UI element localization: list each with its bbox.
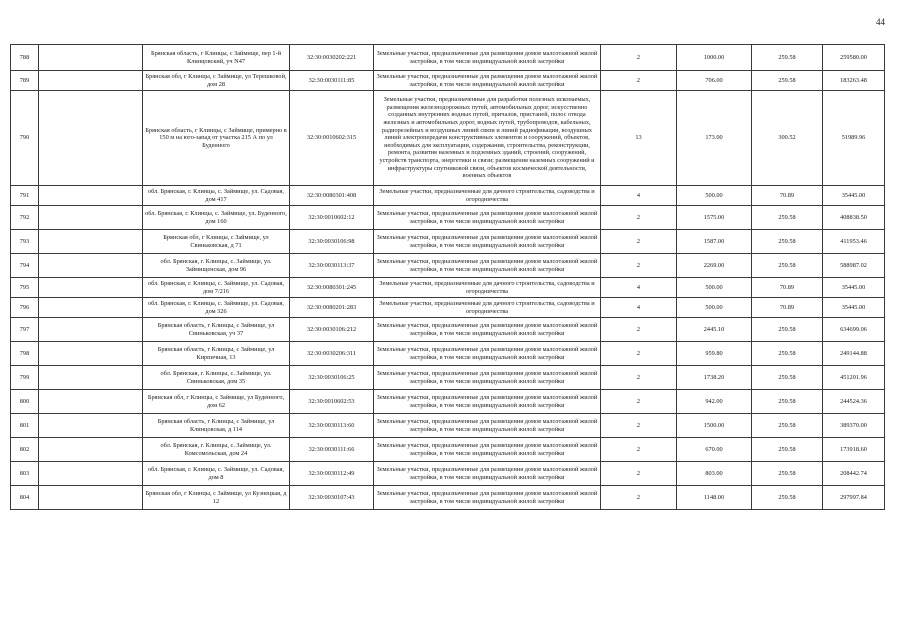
table-row — [11, 91, 885, 186]
cell-land-use: Земельные участки, предназначенные для дачного строительства, садоводства и огородничества — [374, 298, 601, 318]
cell-area: 803.00 — [677, 462, 752, 486]
cell-use-code: 4 — [601, 186, 677, 206]
cell-area: 1587.00 — [677, 230, 752, 254]
cell-cadastral-number: 32:30:0030106:98 — [290, 230, 374, 254]
cell-spacer — [39, 298, 143, 318]
cell-address: обл. Брянская, г. Клинцы, с. Займище, ул. Свиньковская, дом 35 — [143, 366, 290, 390]
cell-specific-value: 259.58 — [752, 366, 823, 390]
cell-land-use: Земельные участки, предназначенные для размещения домов малоэтажной жилой застройки, в том числе индивидуальной жилой застройки — [374, 230, 601, 254]
cell-use-code: 2 — [601, 230, 677, 254]
cell-specific-value: 259.58 — [752, 414, 823, 438]
cell-area: 2269.00 — [677, 254, 752, 278]
cell-use-code: 2 — [601, 462, 677, 486]
cell-number: 803 — [11, 462, 39, 486]
table-row — [11, 278, 885, 298]
cell-number: 792 — [11, 206, 39, 230]
cell-number: 798 — [11, 342, 39, 366]
cell-cadastral-number: 32:30:0010602:315 — [290, 91, 374, 186]
cell-use-code: 2 — [601, 366, 677, 390]
cell-land-use: Земельные участки, предназначенные для размещения домов малоэтажной жилой застройки, в том числе индивидуальной жилой застройки — [374, 206, 601, 230]
cell-number: 795 — [11, 278, 39, 298]
cell-cadastral-value: 259580.00 — [823, 45, 885, 71]
cell-specific-value: 259.58 — [752, 438, 823, 462]
page-number: 44 — [876, 17, 885, 27]
cell-address: обл. Брянская, г. Клинцы, с. Займище, ул. Садовая, дом 417 — [143, 186, 290, 206]
cell-land-use: Земельные участки, предназначенные для размещения домов малоэтажной жилой застройки, в том числе индивидуальной жилой застройки — [374, 45, 601, 71]
cell-area: 1500.00 — [677, 414, 752, 438]
cell-spacer — [39, 230, 143, 254]
cell-cadastral-number: 32:30:0030111:66 — [290, 438, 374, 462]
cell-use-code: 2 — [601, 71, 677, 91]
cell-use-code: 2 — [601, 206, 677, 230]
cell-number: 790 — [11, 91, 39, 186]
cell-specific-value: 70.89 — [752, 298, 823, 318]
cell-use-code: 2 — [601, 254, 677, 278]
cell-cadastral-value: 35445.00 — [823, 298, 885, 318]
cell-address: Брянская область, г Клинцы, с Займище, примерно в 150 м на юго-запад от участка 215 А по ул Буденного — [143, 91, 290, 186]
cell-address: обл. Брянская, г. Клинцы, с. Займище, ул. Комсомольская, дом 24 — [143, 438, 290, 462]
cell-use-code: 2 — [601, 438, 677, 462]
table-row — [11, 342, 885, 366]
cell-spacer — [39, 462, 143, 486]
cell-specific-value: 70.89 — [752, 186, 823, 206]
table-row — [11, 71, 885, 91]
cell-cadastral-value: 408838.50 — [823, 206, 885, 230]
cell-use-code: 2 — [601, 318, 677, 342]
cell-spacer — [39, 414, 143, 438]
cell-land-use: Земельные участки, предназначенные для дачного строительства, садоводства и огородничества — [374, 186, 601, 206]
cell-cadastral-number: 32:30:0080301:245 — [290, 278, 374, 298]
cell-cadastral-number: 32:30:0030113:37 — [290, 254, 374, 278]
cell-cadastral-number: 32:30:0030106:25 — [290, 366, 374, 390]
cell-cadastral-number: 32:30:0010602:12 — [290, 206, 374, 230]
table-row — [11, 438, 885, 462]
cell-address: Брянская обл, г Клинцы, с Займище, ул Терешковой, дом 28 — [143, 71, 290, 91]
cell-cadastral-number: 32:30:0030202:221 — [290, 45, 374, 71]
cell-spacer — [39, 71, 143, 91]
table-row — [11, 486, 885, 510]
cell-address: обл. Брянская, г. Клинцы, с. Займище, ул. Займищенская, дом 96 — [143, 254, 290, 278]
cell-land-use: Земельные участки, предназначенные для дачного строительства, садоводства и огородничества — [374, 278, 601, 298]
cell-address: обл. Брянская, г. Клинцы, с. Займище, ул. Садовая, дом 7/216 — [143, 278, 290, 298]
cell-use-code: 2 — [601, 486, 677, 510]
cell-spacer — [39, 278, 143, 298]
cell-cadastral-value: 35445.00 — [823, 186, 885, 206]
table-body — [11, 45, 885, 510]
cell-area: 959.80 — [677, 342, 752, 366]
cell-spacer — [39, 438, 143, 462]
cell-cadastral-number: 32:30:0080201:283 — [290, 298, 374, 318]
cell-land-use: Земельные участки, предназначенные для размещения домов малоэтажной жилой застройки, в том числе индивидуальной жилой застройки — [374, 390, 601, 414]
table-row — [11, 390, 885, 414]
cell-area: 1575.00 — [677, 206, 752, 230]
cell-cadastral-number: 32:30:0030106:212 — [290, 318, 374, 342]
cell-cadastral-value: 297997.84 — [823, 486, 885, 510]
cell-number: 796 — [11, 298, 39, 318]
cell-cadastral-number: 32:30:0080301:408 — [290, 186, 374, 206]
cell-spacer — [39, 486, 143, 510]
table-row — [11, 366, 885, 390]
cell-cadastral-value: 588987.02 — [823, 254, 885, 278]
cell-cadastral-value: 173918.60 — [823, 438, 885, 462]
cell-spacer — [39, 366, 143, 390]
cell-cadastral-value: 634699.06 — [823, 318, 885, 342]
cell-area: 2445.10 — [677, 318, 752, 342]
cell-cadastral-value: 411953.46 — [823, 230, 885, 254]
cell-use-code: 4 — [601, 298, 677, 318]
cell-cadastral-number: 32:30:0030206:311 — [290, 342, 374, 366]
cell-area: 706.00 — [677, 71, 752, 91]
cell-cadastral-value: 51989.96 — [823, 91, 885, 186]
cell-cadastral-number: 32:30:0030112:49 — [290, 462, 374, 486]
cell-land-use: Земельные участки, предназначенные для размещения домов малоэтажной жилой застройки, в том числе индивидуальной жилой застройки — [374, 342, 601, 366]
cell-specific-value: 259.58 — [752, 254, 823, 278]
cell-address: Брянская область, г Клинцы, с Займище, ул Клинцовская, д 114 — [143, 414, 290, 438]
cell-area: 173.00 — [677, 91, 752, 186]
cell-use-code: 2 — [601, 45, 677, 71]
cell-spacer — [39, 91, 143, 186]
cell-cadastral-value: 244524.36 — [823, 390, 885, 414]
cell-specific-value: 259.58 — [752, 390, 823, 414]
cell-land-use: Земельные участки, предназначенные для размещения домов малоэтажной жилой застройки, в том числе индивидуальной жилой застройки — [374, 414, 601, 438]
cell-land-use: Земельные участки, предназначенные для размещения домов малоэтажной жилой застройки, в том числе индивидуальной жилой застройки — [374, 486, 601, 510]
cell-area: 670.00 — [677, 438, 752, 462]
cell-specific-value: 259.58 — [752, 318, 823, 342]
table-row — [11, 206, 885, 230]
table-row — [11, 414, 885, 438]
cell-spacer — [39, 342, 143, 366]
cell-specific-value: 259.58 — [752, 230, 823, 254]
cell-land-use: Земельные участки, предназначенные для размещения домов малоэтажной жилой застройки, в том числе индивидуальной жилой застройки — [374, 438, 601, 462]
cell-address: Брянская область, г Клинцы, с Займище, пер 1-й Клинцовский, уч N47 — [143, 45, 290, 71]
cell-cadastral-number: 32:30:0030113:60 — [290, 414, 374, 438]
table-row — [11, 462, 885, 486]
cell-cadastral-number: 32:30:0030107:43 — [290, 486, 374, 510]
cell-land-use: Земельные участки, предназначенные для размещения домов малоэтажной жилой застройки, в том числе индивидуальной жилой застройки — [374, 366, 601, 390]
cell-number: 800 — [11, 390, 39, 414]
cell-number: 791 — [11, 186, 39, 206]
cell-number: 788 — [11, 45, 39, 71]
cell-land-use: Земельные участки, предназначенные для размещения домов малоэтажной жилой застройки, в том числе индивидуальной жилой застройки — [374, 71, 601, 91]
cell-number: 801 — [11, 414, 39, 438]
cell-spacer — [39, 318, 143, 342]
cell-use-code: 13 — [601, 91, 677, 186]
cell-area: 1000.00 — [677, 45, 752, 71]
table-row — [11, 298, 885, 318]
cell-land-use: Земельные участки, предназначенные для разработки полезных ископаемых, размещения железнодорожных путей, автомобильных дорог, искусственно созданных внутренних водных путей, причалов, пристаней, полос отвода железных и автомобильных дорог, водных путей, трубопроводов, кабельных, радиорелейных и воздушных линий связи и линий радиофикации, воздушных линий электропередачи конструктивных элементов и сооружений, объектов, необходимых для эксплуатации, содержания, строительства, реконструкции, ремонта, развития наземных и подземных зданий, строений, сооружений, устройств транспорта, энергетики и связи; размещения наземных сооружений и инфраструктуры спутниковой связи, объектов космической деятельности, военных объектов — [374, 91, 601, 186]
cell-area: 500.00 — [677, 186, 752, 206]
cell-cadastral-value: 389370.00 — [823, 414, 885, 438]
cell-area: 942.00 — [677, 390, 752, 414]
cell-specific-value: 259.58 — [752, 486, 823, 510]
cell-use-code: 4 — [601, 278, 677, 298]
cell-specific-value: 259.58 — [752, 71, 823, 91]
cell-address: обл. Брянская, г. Клинцы, с. Займище, ул. Садовая, дом 326 — [143, 298, 290, 318]
cell-number: 802 — [11, 438, 39, 462]
cell-address: Брянская обл, г Клинцы, с Займище, ул Кузнецкая, д 12 — [143, 486, 290, 510]
table-row — [11, 45, 885, 71]
cell-address: обл. Брянская, г. Клинцы, с. Займище, ул. Буденного, дом 160 — [143, 206, 290, 230]
cell-spacer — [39, 254, 143, 278]
cell-specific-value: 259.58 — [752, 206, 823, 230]
table-row — [11, 318, 885, 342]
cell-specific-value: 259.58 — [752, 45, 823, 71]
cell-area: 1148.00 — [677, 486, 752, 510]
table-row — [11, 186, 885, 206]
cell-area: 1738.20 — [677, 366, 752, 390]
cell-cadastral-value: 183263.48 — [823, 71, 885, 91]
cell-land-use: Земельные участки, предназначенные для размещения домов малоэтажной жилой застройки, в том числе индивидуальной жилой застройки — [374, 318, 601, 342]
cell-cadastral-value: 208442.74 — [823, 462, 885, 486]
cell-address: Брянская обл, г Клинцы, с Займище, ул Свиньковская, д 71 — [143, 230, 290, 254]
cell-cadastral-value: 249144.88 — [823, 342, 885, 366]
cell-specific-value: 70.89 — [752, 278, 823, 298]
cell-land-use: Земельные участки, предназначенные для размещения домов малоэтажной жилой застройки, в том числе индивидуальной жилой застройки — [374, 254, 601, 278]
cell-use-code: 2 — [601, 342, 677, 366]
cadastral-value-table — [10, 44, 885, 510]
cell-specific-value: 300.52 — [752, 91, 823, 186]
cell-cadastral-number: 32:30:0010602:53 — [290, 390, 374, 414]
cell-cadastral-number: 32:30:0030111:85 — [290, 71, 374, 91]
cell-number: 797 — [11, 318, 39, 342]
cell-address: Брянская область, г Клинцы, с Займище, ул Свиньковская, уч 37 — [143, 318, 290, 342]
cell-area: 500.00 — [677, 278, 752, 298]
cell-address: Брянская обл, г Клинцы, с Займище, ул Буденного, дом 62 — [143, 390, 290, 414]
cell-use-code: 2 — [601, 390, 677, 414]
cell-address: Брянская область, г Клинцы, с Займище, ул Кирпичная, 13 — [143, 342, 290, 366]
cell-cadastral-value: 451201.96 — [823, 366, 885, 390]
cell-specific-value: 259.58 — [752, 462, 823, 486]
cell-number: 793 — [11, 230, 39, 254]
cell-number: 799 — [11, 366, 39, 390]
cell-number: 804 — [11, 486, 39, 510]
cell-specific-value: 259.58 — [752, 342, 823, 366]
cell-spacer — [39, 45, 143, 71]
cell-use-code: 2 — [601, 414, 677, 438]
cell-land-use: Земельные участки, предназначенные для размещения домов малоэтажной жилой застройки, в том числе индивидуальной жилой застройки — [374, 462, 601, 486]
cell-spacer — [39, 186, 143, 206]
cell-cadastral-value: 35445.00 — [823, 278, 885, 298]
cell-spacer — [39, 390, 143, 414]
cell-area: 500.00 — [677, 298, 752, 318]
cell-address: обл. Брянская, г. Клинцы, с. Займище, ул. Садовая, дом 8 — [143, 462, 290, 486]
table-row — [11, 230, 885, 254]
table-row — [11, 254, 885, 278]
cell-number: 794 — [11, 254, 39, 278]
cell-spacer — [39, 206, 143, 230]
cell-number: 789 — [11, 71, 39, 91]
